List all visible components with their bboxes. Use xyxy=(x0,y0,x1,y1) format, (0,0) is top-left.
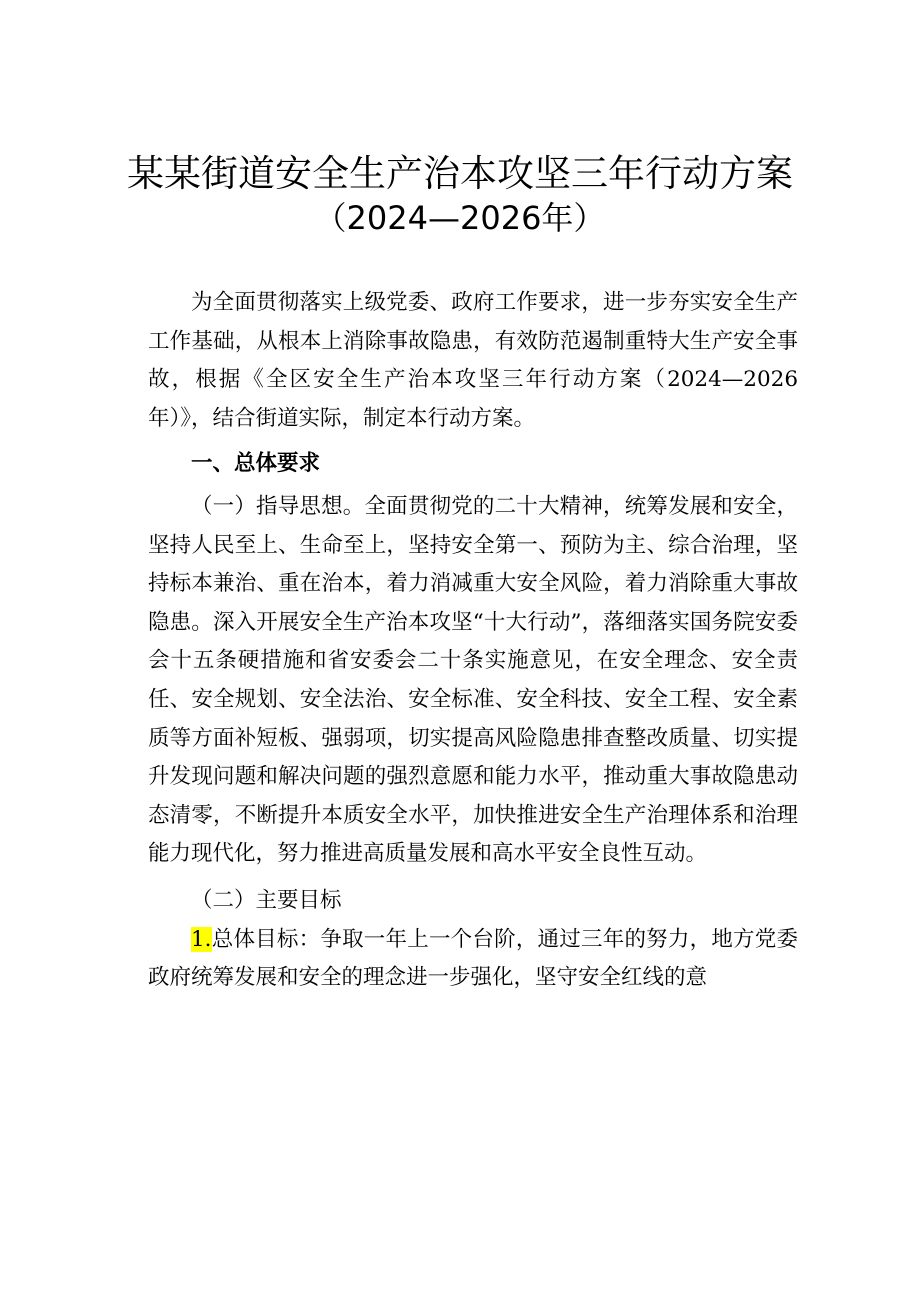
document-subtitle: （2024—2026年） xyxy=(314,199,606,237)
highlighted-item-number: 1. xyxy=(191,926,212,952)
document-title: 某某街道安全生产治本攻坚三年行动方案 xyxy=(127,152,793,195)
guiding-thought-paragraph: （一）指导思想。全面贯彻党的二十大精神，统筹发展和安全，坚持人民至上、生命至上，坚持安全第一、预防为主、综合治理，坚持标本兼治、重在治本，着力消减重大安全风险，着力消除重大事故隐患。深入开展安全生产治本攻坚“十大行动”，落细落实国务院安委会十五条硬措施和省安委会二十条实施意见，在安全理念、安全责任、安全规划、安全法治、安全标准、安全科技、安全工程、安全素质等方面补短板、强弱项，切实提高风险隐患排查整改质量、切实提升发现问题和解决问题的强烈意愿和能力水平，推动重大事故隐患动态清零，不断提升本质安全水平，加快推进安全生产治理体系和治理能力现代化，努力推进高质量发展和高水平安全良性互动。 xyxy=(148,493,798,867)
section-heading: 一、总体要求 xyxy=(191,451,321,477)
goal-item-1 xyxy=(148,921,798,998)
main-goals-heading: （二）主要目标 xyxy=(191,887,342,913)
intro-paragraph: 为全面贯彻落实上级党委、政府工作要求，进一步夯实安全生产工作基础，从根本上消除事故隐患，有效防范遏制重特大生产安全事故，根据《全区安全生产治本攻坚三年行动方案（2024—2026年）》，结合街道实际，制定本行动方案。 xyxy=(148,290,798,431)
goal-item-1-text: 总体目标：争取一年上一个台阶，通过三年的努力，地方党委政府统筹发展和安全的理念进一步强化，坚守安全红线的意 xyxy=(148,926,798,991)
document-body xyxy=(148,284,798,998)
